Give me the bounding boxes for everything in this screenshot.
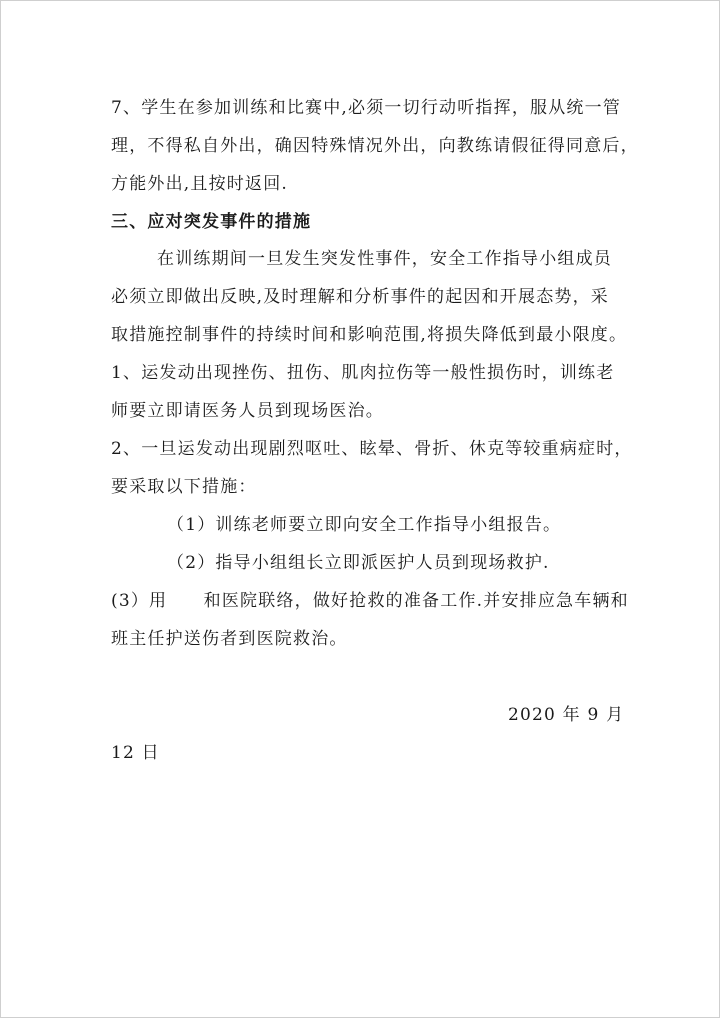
rule-7-line-3: 方能外出,且按时返回. [111,174,289,194]
measure-2: （2）指导小组组长立即派医护人员到现场救护. [167,553,550,573]
date-day: 12 日 [111,743,160,763]
measure-3-line-2: 班主任护送伤者到医院救治。 [111,629,348,649]
date-year-month: 2020 年 9 月 [508,705,625,725]
paragraph-line-1: 在训练期间一旦发生突发性事件，安全工作指导小组成员 [157,249,612,269]
measure-1: （1）训练老师要立即向安全工作指导小组报告。 [167,515,562,535]
item-1-line-2: 师要立即请医务人员到现场医治。 [111,401,384,421]
paragraph-line-3: 取措施控制事件的持续时间和影响范围,将损失降低到最小限度。 [111,325,628,345]
rule-7-line-1: 7、学生在参加训练和比赛中,必须一切行动听指挥，服从统一管 [111,98,622,118]
item-2-line-2: 要采取以下措施： [111,477,257,497]
item-2-line-1: 2、一旦运发动出现剧烈呕吐、眩晕、骨折、休克等较重病症时， [111,439,633,459]
paragraph-line-2: 必须立即做出反映,及时理解和分析事件的起因和开展态势，采 [111,287,610,307]
measure-3-line-1: (3）用 和医院联络，做好抢救的准备工作.并安排应急车辆和 [111,591,629,611]
rule-7-line-2: 理，不得私自外出，确因特殊情况外出，向教练请假征得同意后， [111,136,639,156]
section-3-heading: 三、应对突发事件的措施 [111,212,312,232]
item-1-line-1: 1、运发动出现挫伤、扭伤、肌肉拉伤等一般性损伤时，训练老 [111,363,615,383]
